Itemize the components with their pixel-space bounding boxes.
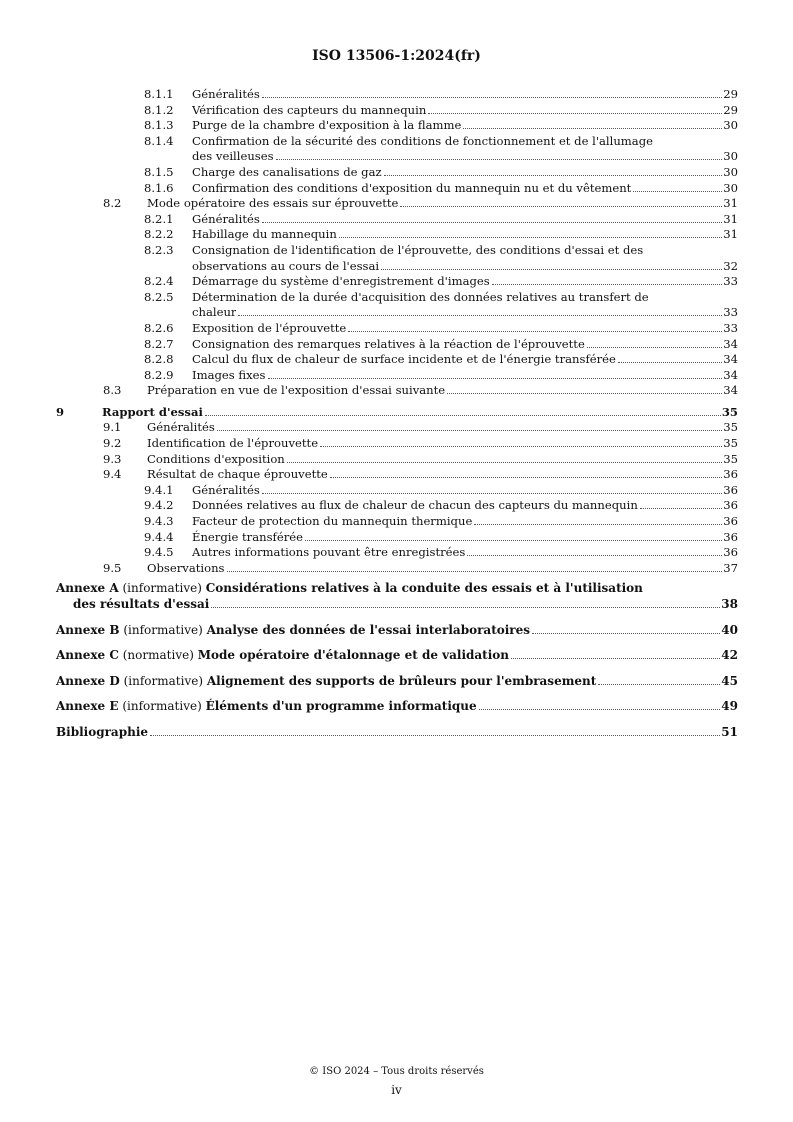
table-of-contents — [56, 87, 738, 741]
toc-entry-annex-a[interactable]: Annexe A (informative) Considérations relatives à la conduite des essais et à l'utilisation des résultats d'essai 38 — [56, 581, 738, 611]
toc-entry-8-1-1[interactable]: 8.1.1 Généralités 29 — [144, 87, 738, 101]
toc-entry-9-4-3[interactable]: 9.4.3 Facteur de protection du mannequin thermique 36 — [144, 514, 738, 529]
toc-entry-9-4-1[interactable]: 9.4.1 Généralités 36 — [144, 482, 738, 497]
toc-entry-8-2[interactable]: 8.2 Mode opératoire des essais sur éprouvette 31 — [103, 196, 738, 211]
toc-entry-annex-b[interactable]: Annexe B (informative) Analyse des données de l'essai interlaboratoires 40 — [56, 622, 738, 637]
toc-entry-9-1[interactable]: 9.1 Généralités 35 — [103, 420, 738, 435]
toc-entry-8-1-6[interactable]: 8.1.6 Confirmation des conditions d'exposition du mannequin nu et du vêtement 30 — [144, 180, 738, 195]
toc-entry-8-1-5[interactable]: 8.1.5 Charge des canalisations de gaz 30 — [144, 164, 738, 179]
toc-entry-8-1-2[interactable]: 8.1.2 Vérification des capteurs du mannequin 29 — [144, 102, 738, 117]
toc-entry-8-2-7[interactable]: 8.2.7 Consignation des remarques relatives à la réaction de l'éprouvette 34 — [144, 336, 738, 351]
toc-entry-8-1-4[interactable]: 8.1.4 Confirmation de la sécurité des conditions de fonctionnement et de l'allumage des veilleuses 30 — [144, 133, 738, 164]
toc-entry-bibliography[interactable]: Bibliographie 51 — [56, 724, 738, 739]
toc-entry-9-2[interactable]: 9.2 Identification de l'éprouvette 35 — [103, 436, 738, 451]
toc-entry-9[interactable]: 9 Rapport d'essai 35 — [56, 404, 738, 419]
toc-entry-9-4[interactable]: 9.4 Résultat de chaque éprouvette 36 — [103, 467, 738, 482]
toc-entry-8-2-4[interactable]: 8.2.4 Démarrage du système d'enregistrement d'images 33 — [144, 274, 738, 289]
toc-entry-8-2-5[interactable]: 8.2.5 Détermination de la durée d'acquisition des données relatives au transfert de chaleur 33 — [144, 289, 738, 320]
toc-entry-annex-c[interactable]: Annexe C (normative) Mode opératoire d'étalonnage et de validation 42 — [56, 648, 738, 663]
toc-entry-9-4-2[interactable]: 9.4.2 Données relatives au flux de chaleur de chacun des capteurs du mannequin 36 — [144, 498, 738, 513]
toc-entry-8-2-3[interactable]: 8.2.3 Consignation de l'identification de l'éprouvette, des conditions d'essai et des observations au cours de l'essai 32 — [144, 242, 738, 273]
toc-entry-9-5[interactable]: 9.5 Observations 37 — [103, 560, 738, 575]
toc-entry-annex-d[interactable]: Annexe D (informative) Alignement des supports de brûleurs pour l'embrasement 45 — [56, 673, 738, 688]
toc-entry-8-2-6[interactable]: 8.2.6 Exposition de l'éprouvette 33 — [144, 320, 738, 335]
toc-entry-8-3[interactable]: 8.3 Préparation en vue de l'exposition d'essai suivante 34 — [103, 383, 738, 398]
document-header: ISO 13506-1:2024(fr) — [312, 48, 481, 64]
toc-entry-8-2-2[interactable]: 8.2.2 Habillage du mannequin 31 — [144, 227, 738, 242]
toc-entry-8-2-8[interactable]: 8.2.8 Calcul du flux de chaleur de surface incidente et de l'énergie transférée 34 — [144, 352, 738, 367]
page-number: iv — [391, 1083, 402, 1097]
copyright-footer: © ISO 2024 – Tous droits réservés — [309, 1066, 484, 1077]
toc-entry-8-1-3[interactable]: 8.1.3 Purge de la chambre d'exposition à la flamme 30 — [144, 118, 738, 133]
toc-entry-9-3[interactable]: 9.3 Conditions d'exposition 35 — [103, 451, 738, 466]
toc-entry-8-2-1[interactable]: 8.2.1 Généralités 31 — [144, 211, 738, 226]
toc-entry-8-2-9[interactable]: 8.2.9 Images fixes 34 — [144, 367, 738, 382]
toc-entry-9-4-4[interactable]: 9.4.4 Énergie transférée 36 — [144, 529, 738, 544]
toc-entry-9-4-5[interactable]: 9.4.5 Autres informations pouvant être enregistrées 36 — [144, 545, 738, 560]
toc-entry-annex-e[interactable]: Annexe E (informative) Éléments d'un programme informatique 49 — [56, 699, 738, 714]
